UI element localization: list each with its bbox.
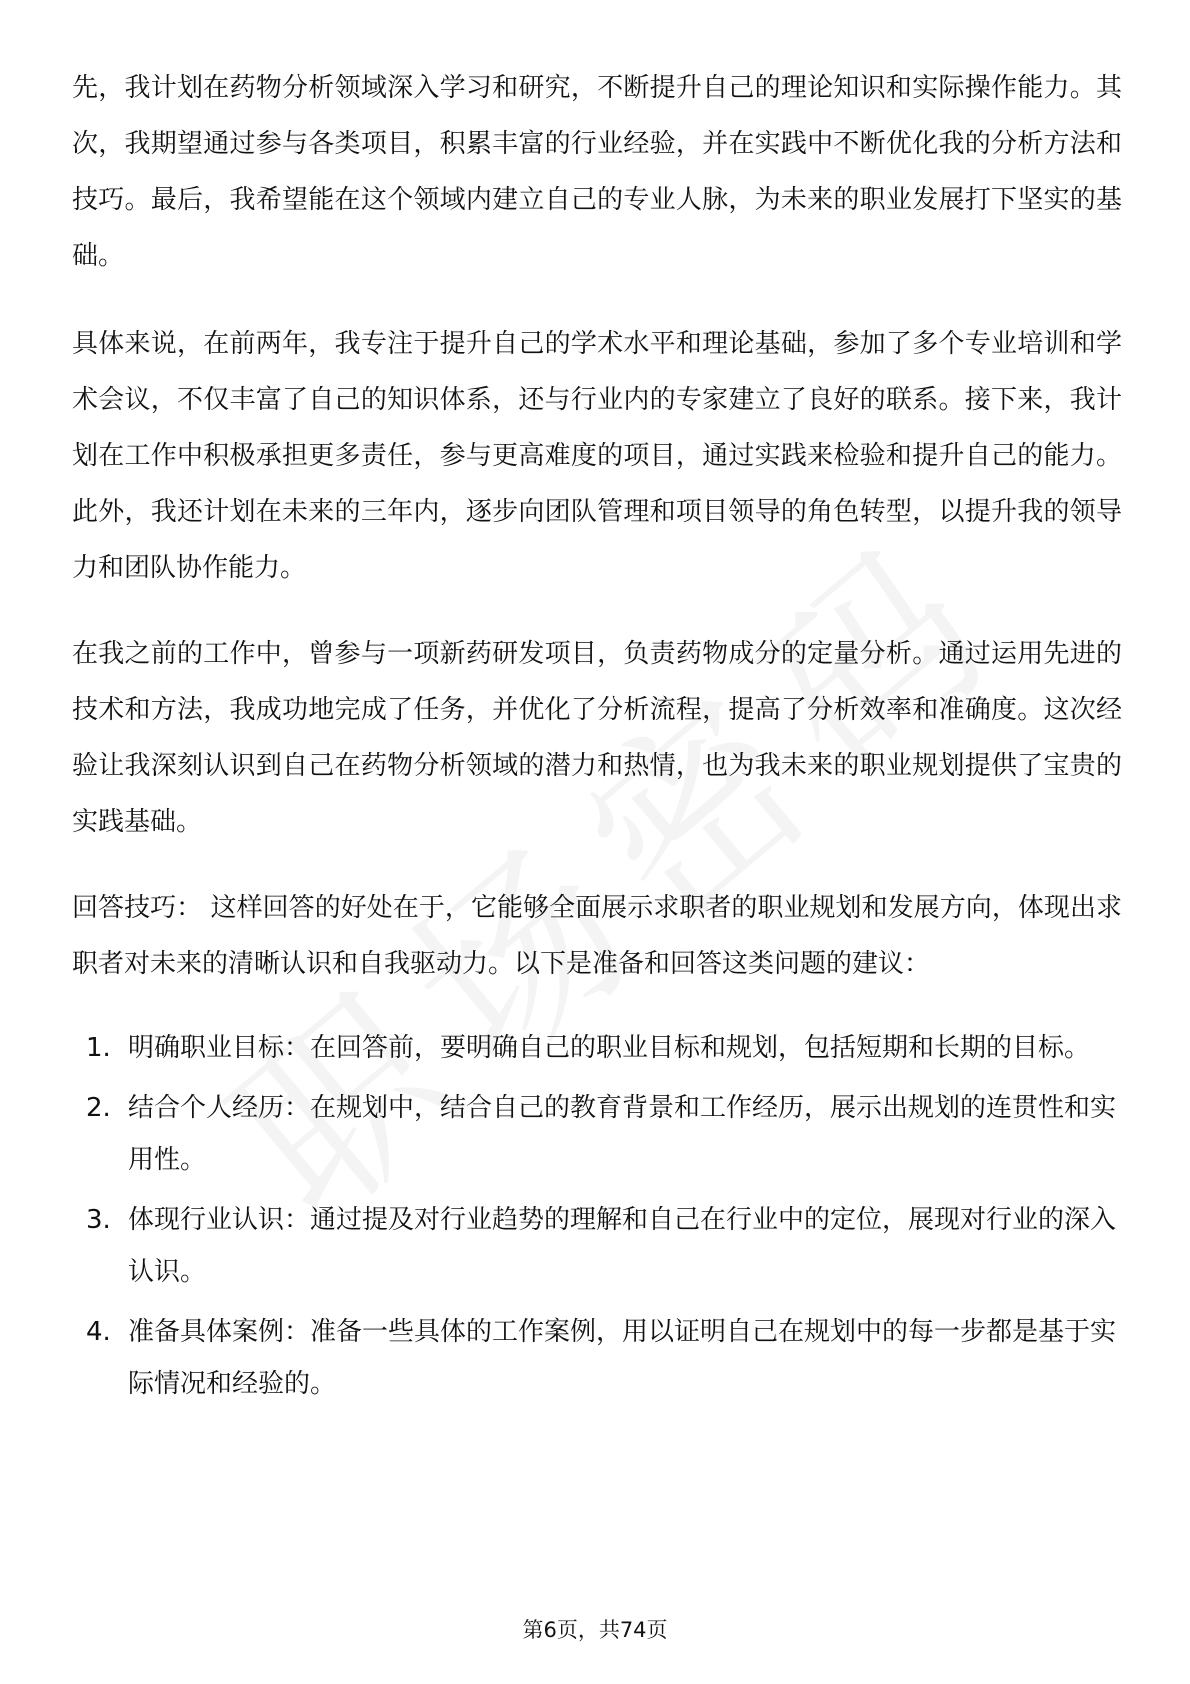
- list-item-number: 1.: [86, 1033, 111, 1063]
- list-item: [72, 1022, 1122, 1074]
- list-item-text: 体现行业认识：通过提及对行业趋势的理解和自己在行业中的定位，展现对行业的深入认识。: [128, 1205, 1117, 1287]
- tips-list: [72, 1022, 1122, 1410]
- list-item-number: 3.: [86, 1205, 111, 1235]
- list-item: [72, 1082, 1122, 1186]
- list-item-text: 明确职业目标：在回答前，要明确自己的职业目标和规划，包括短期和长期的目标。: [128, 1033, 1091, 1063]
- paragraph-career-plan-detail: 具体来说，在前两年，我专注于提升自己的学术水平和理论基础，参加了多个专业培训和学术会议，不仅丰富了自己的知识体系，还与行业内的专家建立了良好的联系。接下来，我计划在工作中积极承担更多责任，参与更高难度的项目，通过实践来检验和提升自己的能力。此外，我还计划在未来的三年内，逐步向团队管理和项目领导的角色转型，以提升我的领导力和团队协作能力。: [72, 329, 1122, 583]
- list-item-text: 结合个人经历：在规划中，结合自己的教育背景和工作经历，展示出规划的连贯性和实用性。: [128, 1093, 1117, 1175]
- paragraph-work-experience: 在我之前的工作中，曾参与一项新药研发项目，负责药物成分的定量分析。通过运用先进的技术和方法，我成功地完成了任务，并优化了分析流程，提高了分析效率和准确度。这次经验让我深刻认识到自己在药物分析领域的潜力和热情，也为我未来的职业规划提供了宝贵的实践基础。: [72, 639, 1122, 837]
- paragraph-answer-tips: 回答技巧： 这样回答的好处在于，它能够全面展示求职者的职业规划和发展方向，体现出求职者对未来的清晰认识和自我驱动力。以下是准备和回答这类问题的建议：: [72, 893, 1122, 979]
- list-item-number: 2.: [86, 1093, 111, 1123]
- page-footer: 第6页，共74页: [522, 1618, 668, 1642]
- list-item: [72, 1306, 1122, 1410]
- list-item-number: 4.: [86, 1317, 111, 1347]
- list-item: [72, 1194, 1122, 1298]
- paragraph-career-plan-intro: 先，我计划在药物分析领域深入学习和研究，不断提升自己的理论知识和实际操作能力。其次，我期望通过参与各类项目，积累丰富的行业经验，并在实践中不断优化我的分析方法和技巧。最后，我希望能在这个领域内建立自己的专业人脉，为未来的职业发展打下坚实的基础。: [72, 73, 1122, 271]
- list-item-text: 准备具体案例：准备一些具体的工作案例，用以证明自己在规划中的每一步都是基于实际情况和经验的。: [128, 1317, 1117, 1399]
- document-body: [72, 60, 1122, 1418]
